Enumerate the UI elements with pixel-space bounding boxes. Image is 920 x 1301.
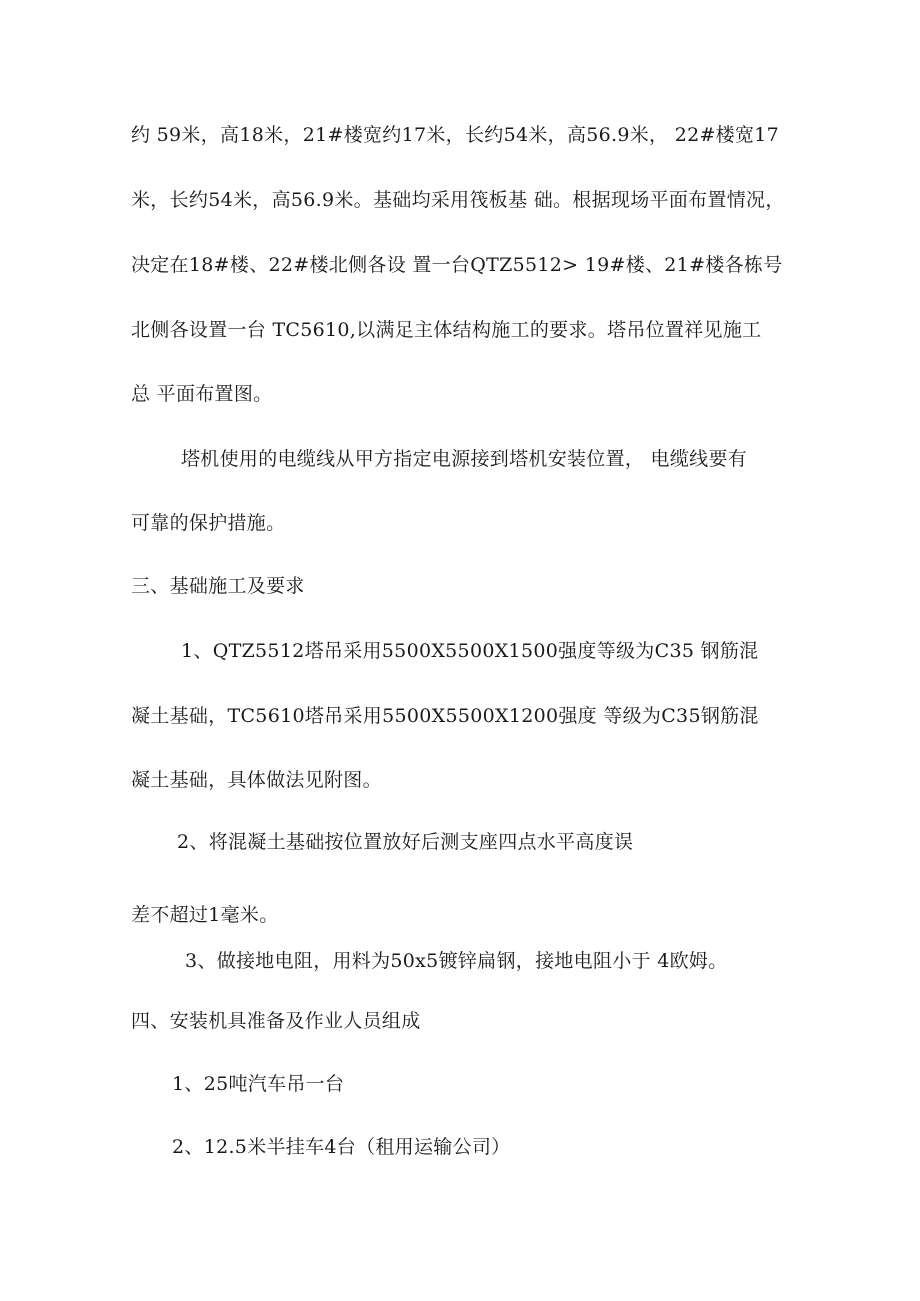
text-line-10: 凝土基础，TC5610塔吊采用5500X5500X1200强度 等级为C35钢筋混 xyxy=(131,705,759,727)
text-line-6: 塔机使用的电缆线从甲方指定电源接到塔机安装位置， 电缆线要有 xyxy=(181,448,748,470)
text-line-5: 总 平面布置图。 xyxy=(131,383,273,405)
list-item-2: 2、12.5米半挂车4台（租用运输公司） xyxy=(172,1136,511,1158)
text-line-2: 米，长约54米，高56.9米。基础均采用筏板基 础。根据现场平面布置情况， xyxy=(131,189,785,211)
text-line-12: 2、将混凝土基础按位置放好后测支座四点水平高度误 xyxy=(177,831,634,853)
text-line-3: 决定在18#楼、22#楼北侧各设 置一台QTZ5512> 19#楼、21#楼各栋号 xyxy=(131,254,783,276)
list-item-1: 1、25吨汽车吊一台 xyxy=(172,1073,345,1095)
text-line-13: 差不超过1毫米。 xyxy=(131,904,279,926)
text-line-14: 3、做接地电阻，用料为50x5镀锌扁钢，接地电阻小于 4欧姆。 xyxy=(185,950,728,972)
section-heading-3: 三、基础施工及要求 xyxy=(131,575,305,597)
section-heading-4: 四、安装机具准备及作业人员组成 xyxy=(131,1010,421,1032)
text-line-9: 1、QTZ5512塔吊采用5500X5500X1500强度等级为C35 钢筋混 xyxy=(181,640,759,662)
text-line-7: 可靠的保护措施。 xyxy=(131,512,286,534)
text-line-11: 凝土基础，具体做法见附图。 xyxy=(131,769,382,791)
text-line-1: 约 59米，高18米，21#楼宽约17米，长约54米，高56.9米， 22#楼宽17 xyxy=(131,124,780,146)
text-line-4: 北侧各设置一台 TC5610,以满足主体结构施工的要求。塔吊位置祥见施工 xyxy=(131,319,762,341)
